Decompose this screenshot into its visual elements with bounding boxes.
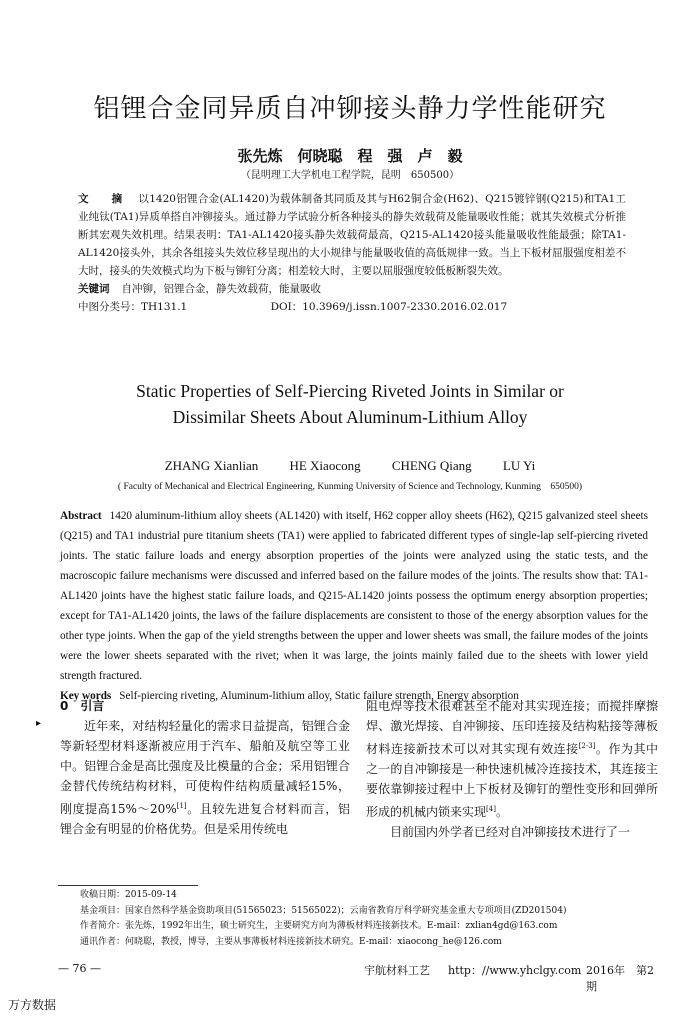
body-text: 。 bbox=[495, 805, 508, 819]
english-title bbox=[0, 378, 700, 430]
chinese-keywords-text: 自冲铆，铝锂合金，静失效载荷，能量吸收 bbox=[121, 283, 321, 295]
journal-url[interactable]: http：//www.yhclgy.com bbox=[448, 964, 582, 977]
english-keywords-label: Key words bbox=[60, 690, 112, 702]
footnote-fund: 基金项目：国家自然科学基金资助项目(51565023；51565022)；云南省教育厅科学研究基金重大专项项目(ZD201504) bbox=[80, 905, 567, 916]
page-number: — 76 — bbox=[58, 962, 101, 975]
body-text: 。且较先进复合材料而言，铝锂合金有明显的价格优势。但是采用传统电 bbox=[60, 802, 350, 836]
body-text: 阻电焊等技术很难甚至不能对其实现连接；而搅拌摩擦焊、激光焊接、自冲铆接、压印连接及结构粘接等薄板材料连接新技术可以对其实现有效连接 bbox=[366, 699, 658, 756]
class-label: 中图分类号： bbox=[78, 301, 141, 313]
english-affiliation: ( Faculty of Mechanical and Electrical Engineering, Kunming University of Science and Technology, Kunming 650500) bbox=[117, 482, 583, 492]
english-title-line-1: Static Properties of Self-Piercing Riveted Joints in Similar or bbox=[136, 381, 564, 401]
body-paragraph-left bbox=[60, 716, 350, 839]
chinese-keywords-label: 关键词 bbox=[78, 283, 110, 295]
english-authors bbox=[0, 458, 700, 474]
footnote-divider bbox=[58, 885, 198, 886]
english-keywords-text: Self-piercing riveting, Aluminum-lithium alloy, Static failure strength, Energy absorption bbox=[119, 690, 519, 702]
chinese-authors: 张先炼 何晓聪 程 强 卢 毅 bbox=[237, 147, 463, 165]
body-paragraph-right-2: 目前国内外学者已经对自冲铆接技术进行了一 bbox=[390, 825, 631, 839]
english-author-3: CHENG Qiang bbox=[391, 458, 472, 473]
chinese-abstract-label: 文 摘 bbox=[78, 193, 129, 205]
footnotes bbox=[80, 888, 640, 950]
footnote-correspondent: 通讯作者：何晓聪，教授，博导，主要从事薄板材料连接新技术研究。E-mail：xiaocong_he@126.com bbox=[80, 936, 502, 947]
footnote-author: 作者简介：张先炼，1992年出生，硕士研究生，主要研究方向为薄板材料连接新技术。E-mail：zxlian4gd@163.com bbox=[80, 921, 558, 931]
citation-1[interactable]: [1] bbox=[176, 802, 187, 810]
issue-info: 2016年 第2期 bbox=[586, 964, 654, 993]
english-author-2: HE Xiaocong bbox=[289, 458, 361, 473]
body-paragraph-right-1 bbox=[366, 696, 658, 822]
class-value: TH131.1 bbox=[141, 301, 188, 313]
citation-2-3[interactable]: [2-3] bbox=[578, 742, 596, 750]
chinese-abstract-block bbox=[78, 190, 626, 316]
classification-row bbox=[78, 298, 626, 316]
chinese-abstract bbox=[78, 190, 626, 280]
citation-4[interactable]: [4] bbox=[486, 805, 496, 813]
chinese-affiliation: （昆明理工大学机电工程学院，昆明 650500） bbox=[240, 170, 460, 181]
section-heading: 0 引言 bbox=[60, 699, 105, 713]
wanfang-watermark: 万方数据 bbox=[8, 998, 57, 1012]
english-title-line-2: Dissimilar Sheets About Aluminum-Lithium Alloy bbox=[172, 407, 528, 427]
english-author-1: ZHANG Xianlian bbox=[164, 458, 259, 473]
chinese-title: 铝锂合金同异质自冲铆接头静力学性能研究 bbox=[93, 94, 607, 124]
margin-bullet: ▸ bbox=[36, 718, 42, 729]
english-abstract-text: 1420 aluminum-lithium alloy sheets (AL1420) with itself, H62 copper alloy sheets (H62), Q215 galvanized steel sheets (Q215) and TA1 industrial pure titanium sheets (TA1) were applied to fabricated different types of single-lap self-piercing riveted joints. The static failure loads and energy absorption properties of the joints were analyzed using the static tests, and the macroscopic failure mechanisms were discussed and inferred based on the failure modes of the joints. The results show that: TA1-AL1420 joints have the highest static failure loads, and Q215-AL1420 joints possess the optimum energy absorption properties; except for TA1-AL1420 joints, the laws of the failure displacements are consistent to those of the energy absorption values for the other type joints. When the gap of the yield strengths between the upper and lower sheets was small, the failure modes of the joints were the lower sheets separated with the rivet; when it was large, the joints mainly failed due to the sheets with lower yield strength fractured. bbox=[60, 510, 648, 682]
journal-name: 宇航材料工艺 bbox=[364, 964, 430, 977]
body-right-column bbox=[366, 696, 658, 842]
chinese-keywords bbox=[78, 280, 626, 298]
chinese-abstract-text: 以1420铝锂合金(AL1420)为载体制备其同质及其与H62铜合金(H62)、Q215镀锌钢(Q215)和TA1工业纯钛(TA1)异质单搭自冲铆接头。通过静力学试验分析各种接头的静失效载荷及能量吸收性能；就其失效模式分析推断其宏观失效机理。结果表明：TA1-AL1420接头静失效载荷最高，Q215-AL1420接头能量吸收性能最强；除TA1-AL1420接头外，其余各组接头失效位移呈现出的大小规律与能量吸收值的高低规律一致。当上下板材屈服强度相差不大时，接头的失效模式均为下板与铆钉分离；相差较大时，主要以屈服强度较低板断裂失效。 bbox=[78, 193, 626, 277]
english-abstract bbox=[60, 506, 648, 686]
english-abstract-block bbox=[60, 506, 648, 706]
doi: DOI：10.3969/j.issn.1007-2330.2016.02.017 bbox=[270, 301, 508, 313]
english-author-4: LU Yi bbox=[502, 458, 536, 473]
body-left-column bbox=[60, 696, 350, 839]
footnote-received: 收稿日期：2015-09-14 bbox=[80, 890, 177, 900]
body-text: 。作为其中之一的自冲铆接是一种快速机械冷连接技术，其连接主要依靠铆接过程中上下板材及铆钉的塑性变形和回弹所形成的机械内锁来实现 bbox=[366, 742, 658, 819]
body-text: 近年来，对结构轻量化的需求日益提高，铝锂合金等新轻型材料逐渐被应用于汽车、船舶及航空等工业中。铝锂合金是高比强度及比模量的合金；采用铝锂合金替代传统结构材料，可使构件结构质量减轻15%，刚度提高15%～20% bbox=[60, 719, 350, 816]
english-abstract-label: Abstract bbox=[60, 510, 102, 522]
